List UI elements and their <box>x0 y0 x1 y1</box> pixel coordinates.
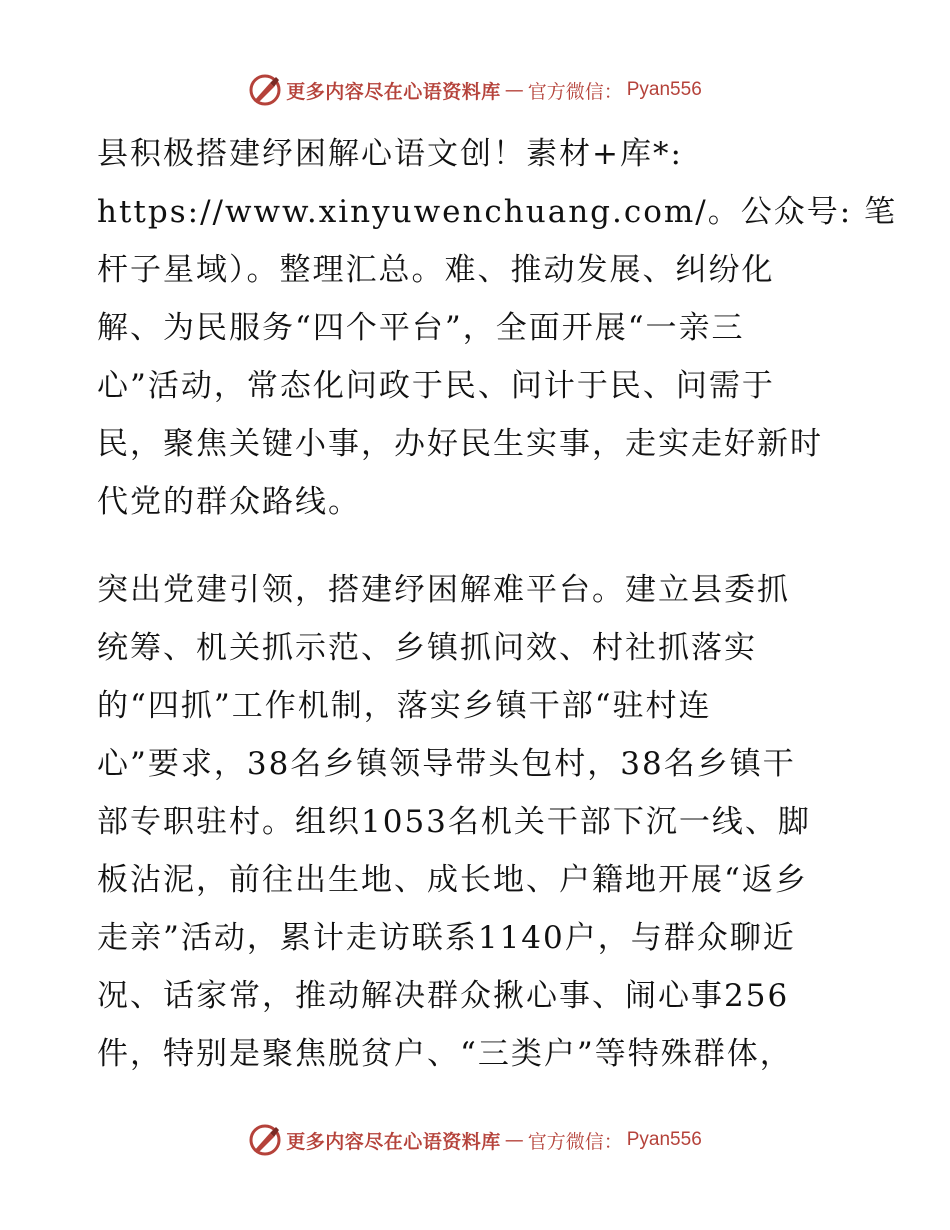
paragraph-line: 民，聚焦关键小事，办好民生实事，走实走好新时 <box>97 426 823 462</box>
header-watermark-banner <box>0 70 950 110</box>
paragraph-line: https://www.xinyuwenchuang.com/。公众号: 笔 <box>97 194 898 230</box>
footer-watermark-banner <box>0 1120 950 1160</box>
footer-banner-dash: — <box>504 1129 524 1151</box>
paragraph-1 <box>97 125 898 531</box>
paragraph-line: 突出党建引领，搭建纾困解难平台。建立县委抓 <box>97 572 790 608</box>
paragraph-line: 板沾泥，前往出生地、成长地、户籍地开展“返乡 <box>97 862 808 898</box>
paragraph-line: 杆子星域）。整理汇总。难、推动发展、纠纷化 <box>97 252 775 288</box>
paragraph-spacer <box>97 531 857 561</box>
document-body <box>97 125 898 1083</box>
paragraph-line: 的“四抓”工作机制，落实乡镇干部“驻村连 <box>97 688 712 724</box>
paragraph-line: 心”要求，38名乡镇领导带头包村，38名乡镇干 <box>97 746 796 782</box>
paragraph-line: 统筹、机关抓示范、乡镇抓问效、村社抓落实 <box>97 630 757 666</box>
paragraph-line: 件，特别是聚焦脱贫户、“三类户”等特殊群体， <box>97 1036 793 1072</box>
header-banner-label: 官方微信： <box>527 80 623 103</box>
paragraph-line: 走亲”活动，累计走访联系1140户，与群众聊近 <box>97 920 796 956</box>
paragraph-line: 况、话家常，推动解决群众揪心事、闹心事256 <box>97 978 790 1014</box>
footer-banner-wechat-id: Pyan556 <box>626 1129 702 1150</box>
paragraph-line: 解、为民服务“四个平台”，全面开展“一亲三 <box>97 310 745 346</box>
footer-banner-label: 官方微信： <box>527 1130 623 1153</box>
header-banner-wechat-id: Pyan556 <box>626 79 702 100</box>
paragraph-line: 部专职驻村。组织1053名机关干部下沉一线、脚 <box>97 804 811 840</box>
paragraph-line: 代党的群众路线。 <box>97 484 361 520</box>
footer-banner-text: 更多内容尽在心语资料库 <box>286 1130 501 1153</box>
paragraph-line: 心”活动，常态化问政于民、问计于民、问需于 <box>97 368 775 404</box>
paragraph-line: 县积极搭建纾困解心语文创！素材+库*: <box>97 136 683 172</box>
pen-logo-icon <box>248 73 282 107</box>
paragraph-2 <box>97 561 857 1083</box>
header-banner-text: 更多内容尽在心语资料库 <box>286 80 501 103</box>
header-banner-dash: — <box>504 79 524 101</box>
pen-logo-icon <box>248 1123 282 1157</box>
